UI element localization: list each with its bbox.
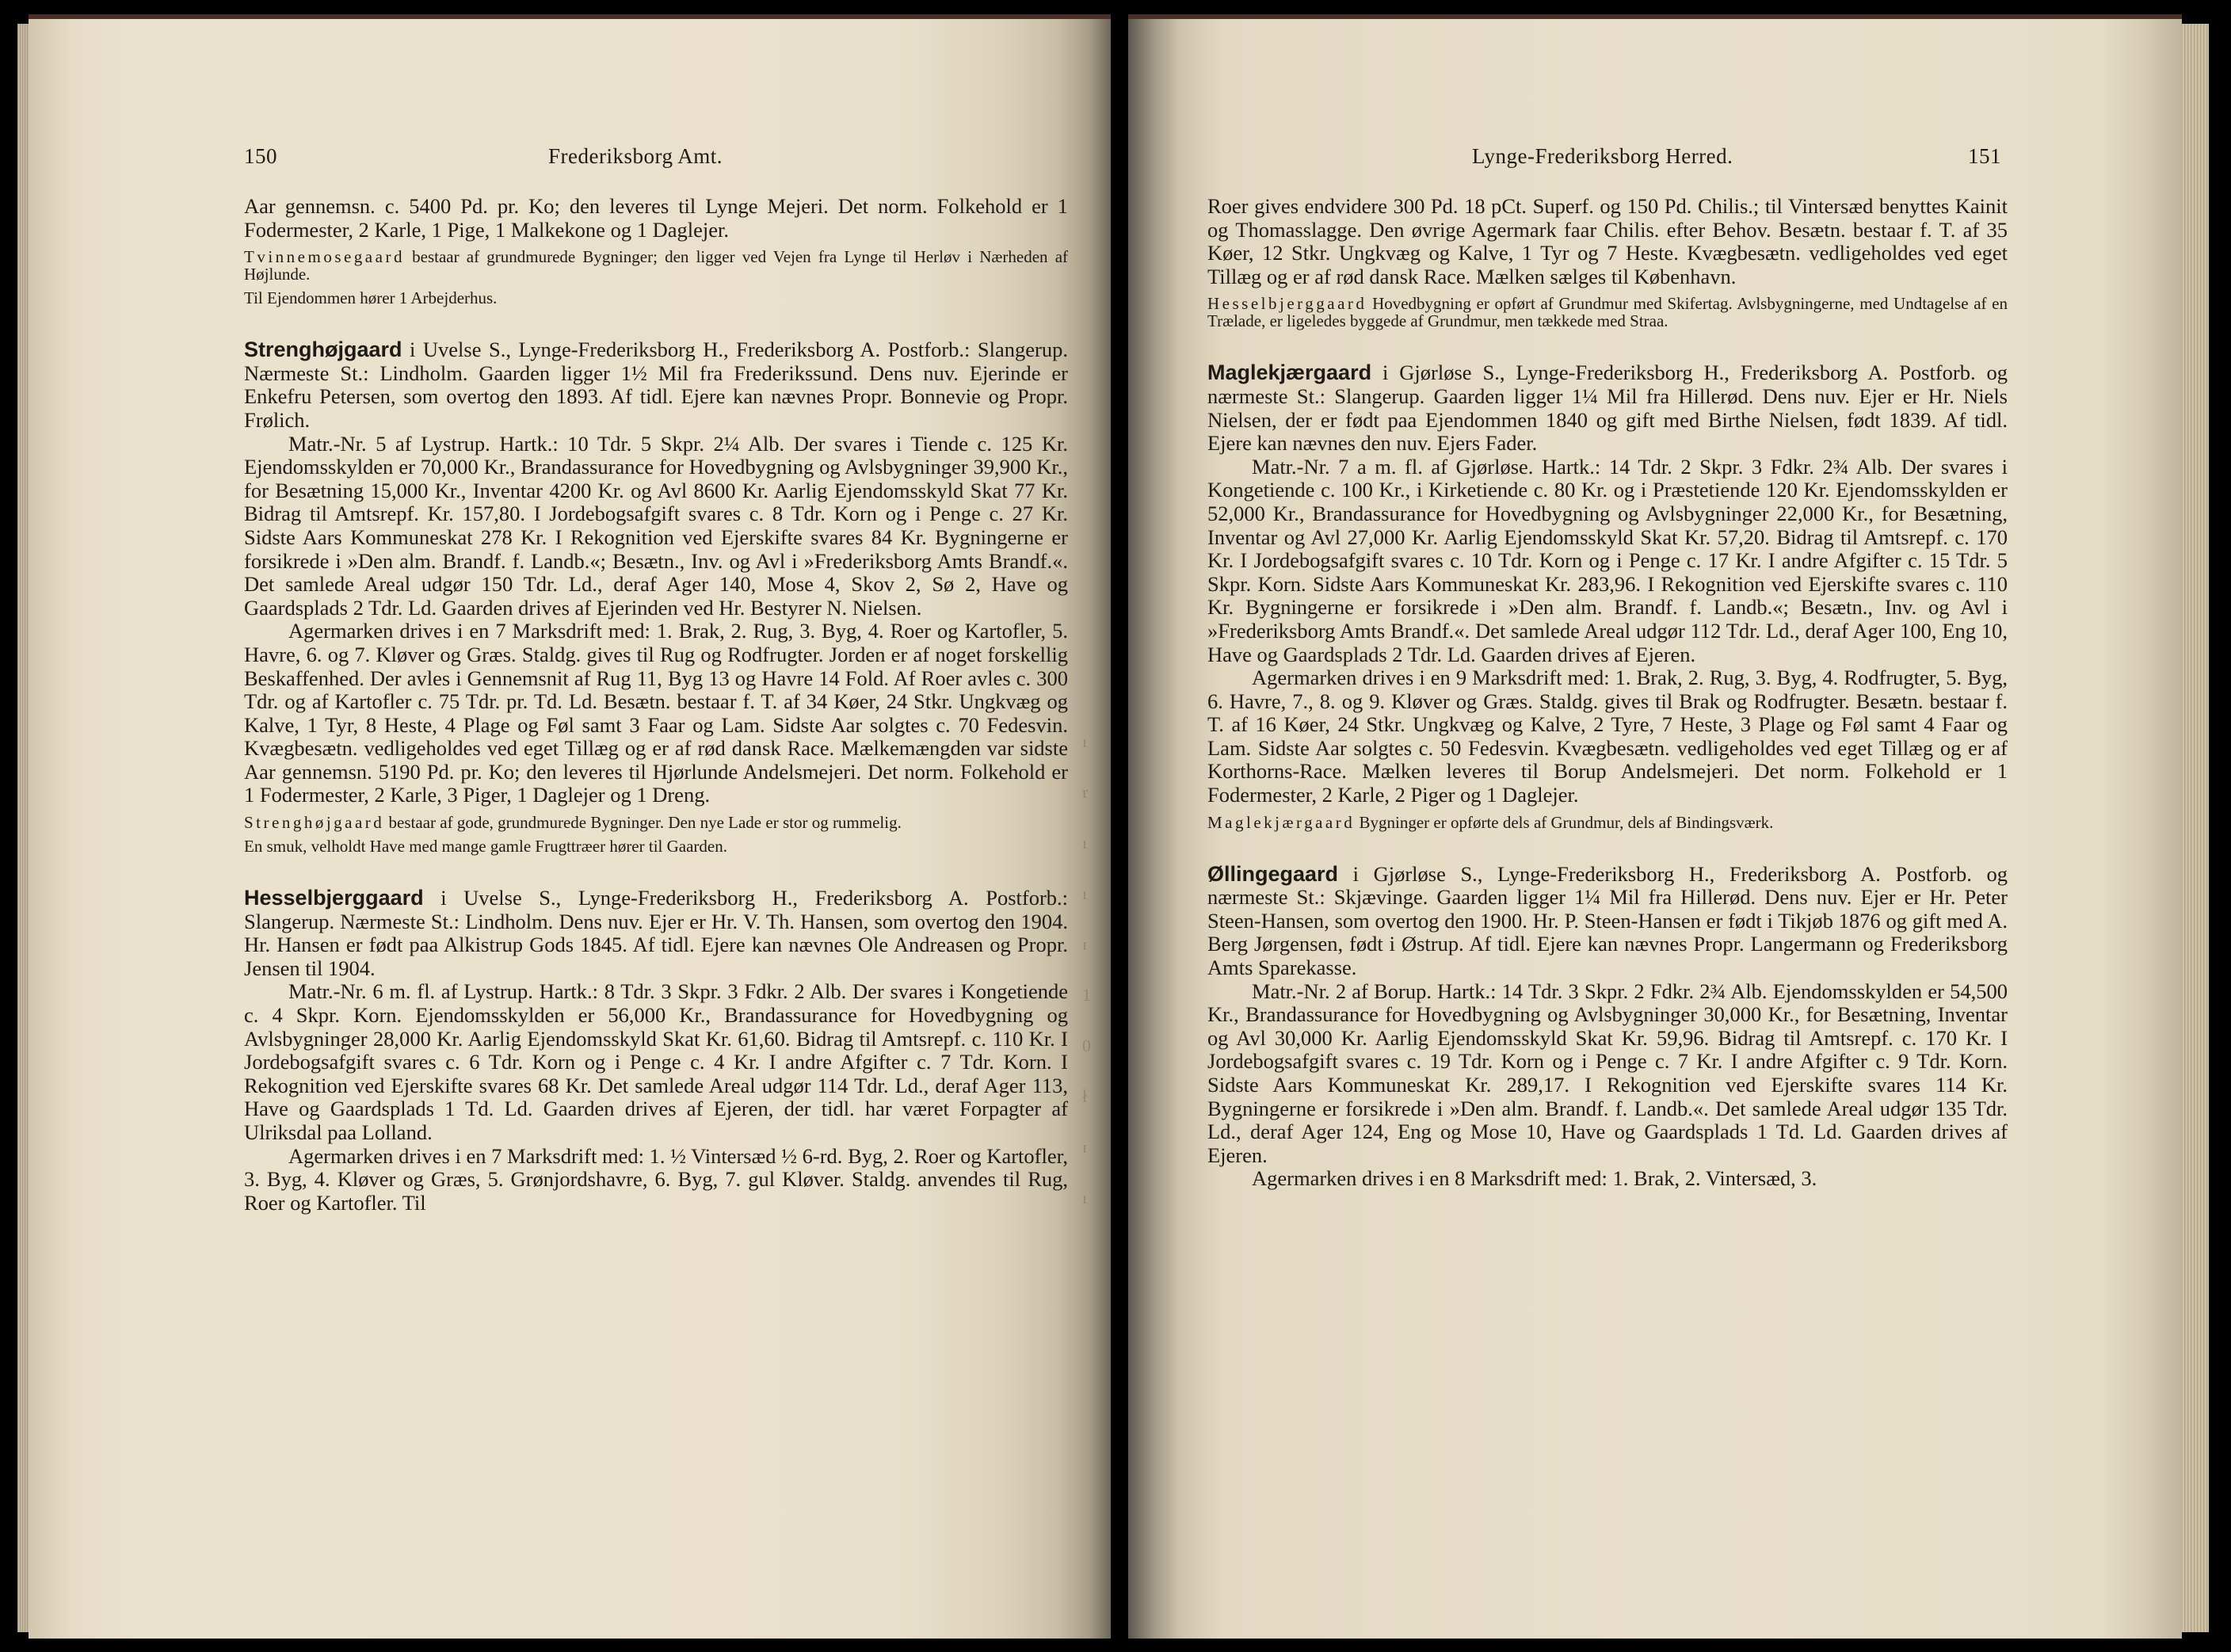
entry-body: i Uvelse S., Lynge-Frederiksborg H., Frederiksborg A. Postforb.: Slangerup. Nærmeste St.: Lindholm. Gaarden ligger 1½ Mil fra Frederikssund. Dens nuv. Ejerinde er Enkefru Petersen, som overtog den 1893. Af tidl. Ejere kan nævnes Propr. Bonnevie og Propr. Frølich. [244, 338, 1069, 432]
paragraph: Agermarken drives i en 7 Marksdrift med: 1. ½ Vintersæd ½ 6-rd. Byg, 2. Roer og Kartofler, 3. Byg, 4. Kløver og Græs, 5. Grønjordshavre, 6. Byg, 7. gul Kløver. Staldg. anvendes til Rug, Roer og Kartofler. Til [244, 1143, 1068, 1215]
entry-paragraph [244, 338, 1068, 432]
section-gap [244, 307, 1068, 338]
paragraph: Agermarken drives i en 9 Marksdrift med: 1. Brak, 2. Rug, 3. Byg, 4. Rodfrugter, 5. Byg, 6. Havre, 7., 8. og 9. Kløver og Græs. Staldg. gives til Brak og Rodfrugter. Besætn. bestaar f. T. af 16 Køer, 24 Stkr. Ungkvæg og Kalve, 2 Tyre, 7 Heste, 3 Plage og Føl samt 4 Faar og Lam. Sidste Aar solgtes c. 50 Fedesvin. Kvægbesætn. vedligeholdes ved eget Tillæg og er af Korthorns-Race. Mælken leveres til Borup Andelsmejeri. Det norm. Folkehold er 1 Fodermester, 2 Karle, 2 Piger og 1 Daglejer. [1207, 666, 2008, 807]
small-note [244, 289, 1068, 307]
paragraph: Matr.-Nr. 7 a m. fl. af Gjørløse. Hartk.: 14 Tdr. 2 Skpr. 3 Fdkr. 2¾ Alb. Der svares i Kongetiende c. 100 Kr., i Kirketiende c. 80 Kr. og i Præstetiende 120 Kr. Ejendomsskylden er 52,000 Kr., Brandassurance for Hovedbygning og Avlsbygninger 22,000 Kr., for Besætning, Inventar og Avl 27,000 Kr. Aarlig Ejendomsskyld Skat Kr. 57,20. Bidrag til Amtsrepf. c. 170 Kr. I Jordebogsafgift svares c. 10 Tdr. Korn og i Penge c. 17 Kr. I andre Afgifter c. 15 Tdr. 5 Skpr. Korn. Sidste Aars Kommuneskat Kr. 283,96. I Rekognition ved Ejerskifte svares c. 110 Kr. Bygningerne er forsikrede i »Den alm. Brandf. f. Landb.«; Besætn., Inv. og Avl i »Frederiksborg Amts Brandf.«. Det samlede Areal udgør 112 Tdr. Ld., deraf Ager 100, Eng 10, Have og Gaardsplads 2 Tdr. Ld. Gaarden drives af Ejeren. [1207, 454, 2008, 666]
entry-title: Hesselbjerggaard [244, 886, 424, 910]
note-text: Bygninger er opførte dels af Grundmur, dels af Bindingsværk. [1359, 812, 1774, 832]
right-page [1128, 14, 2182, 1639]
small-note [244, 814, 1068, 831]
small-note [1207, 814, 2008, 831]
page-number-right: 151 [1968, 144, 2001, 168]
paragraph: Matr.-Nr. 5 af Lystrup. Hartk.: 10 Tdr. 5 Skpr. 2¼ Alb. Der svares i Tiende c. 125 Kr. Ejendomsskylden er 70,000 Kr., Brandassurance for Hovedbygning og Avlsbygninger 39,900 Kr., for Besætning 15,000 Kr., Inventar 4200 Kr. og Avl 8600 Kr. Aarlig Ejendomsskyld Skat 77 Kr. Bidrag til Amtsrepf. Kr. 157,80. I Jordebogsafgift svares c. 8 Tdr. Korn og i Penge c. 27 Kr. Sidste Aars Kommuneskat 278 Kr. I Rekognition ved Ejerskifte svares 84 Kr. Bygningerne er forsikrede i »Den alm. Brandf. f. Landb.«; Besætn., Inv. og Avl i »Frederiksborg Amts Brandf.«. Det samlede Areal udgør 150 Tdr. Ld., deraf Ager 140, Mose 4, Skov 2, Sø 2, Have og Gaardsplads 2 Tdr. Ld. Gaarden drives af Ejerinden ved Hr. Bestyrer N. Nielsen. [244, 431, 1068, 620]
entry-body: i Gjørløse S., Lynge-Frederiksborg H., Frederiksborg A. Postforb. og nærmeste St.: Skjævinge. Gaarden ligger 1¼ Mil fra Hillerød. Dens nuv. Ejer er Hr. Peter Steen-Hansen, som overtog den 1900. Hr. P. Steen-Hansen er født i Tikjøb 1876 og gift med A. Berg Jørgensen, født i Østrup. Af tidl. Ejere kan nævnes Propr. Langermann og Frederiksborg Amts Sparekasse. [1207, 861, 2008, 980]
entry-title: Maglekjærgaard [1207, 361, 1372, 385]
running-header-right: Lynge-Frederiksborg Herred. [1472, 144, 1733, 168]
paragraph: Roer gives endvidere 300 Pd. 18 pCt. Superf. og 150 Pd. Chilis.; til Vintersæd benyttes Kainit og Thomasslagge. Den øvrige Agermark faar Chilis. efter Behov. Besætn. bestaar f. T. af 35 Køer, 12 Stkr. Ungkvæg og Kalve, 1 Tyr og 7 Heste. Kvægbesætn. vedligeholdes ved eget Tillæg og er af rød dansk Race. Mælken sælges til København. [1207, 194, 2008, 288]
note-text: En smuk, velholdt Have med mange gamle Frugttræer hører til Gaarden. [244, 837, 727, 857]
bleed-through-marks: ı r ı ı ɪ 1 0 ł ɪ ı [1082, 731, 1091, 1208]
note-lead: Maglekjærgaard [1207, 812, 1356, 832]
entry-title: Øllingegaard [1207, 861, 1339, 886]
note-lead: Tvinnemosegaard [244, 247, 405, 267]
entry-body: i Uvelse S., Lynge-Frederiksborg H., Frederiksborg A. Postforb.: Slangerup. Nærmeste St.: Lindholm. Dens nuv. Ejer er Hr. V. Th. Hansen, som overtog den 1904. Hr. Hansen er født paa Alkistrup Gods 1845. Af tidl. Ejere kan nævnes Ole Andreasen og Propr. Jensen til 1904. [244, 886, 1069, 980]
note-text: bestaar af gode, grundmurede Bygninger. Den nye Lade er stor og rummelig. [388, 813, 902, 833]
small-note [244, 837, 1068, 855]
entry-body: i Gjørløse S., Lynge-Frederiksborg H., Frederiksborg A. Postforb. og nærmeste St.: Slangerup. Gaarden ligger 1¼ Mil fra Hillerød. Dens nuv. Ejer er Hr. Niels Nielsen, der er født paa Ejendommen 1840 og gift med Birthe Nielsen, født 1839. Af tidl. Ejere kan nævnes den nuv. Ejers Fader. [1207, 361, 2008, 456]
paragraph: Agermarken drives i en 8 Marksdrift med: 1. Brak, 2. Vintersæd, 3. [1252, 1166, 1817, 1191]
text-column-left [244, 195, 1068, 1215]
paragraph: Matr.-Nr. 6 m. fl. af Lystrup. Hartk.: 8 Tdr. 3 Skpr. 3 Fdkr. 2 Alb. Der svares i Kongetiende c. 4 Skpr. Korn. Ejendomsskylden er 56,000 Kr., Brandassurance for Hovedbygning og Avlsbygninger 28,000 Kr. Aarlig Ejendomsskyld Skat Kr. 61,60. Bidrag til Amtsrepf. c. 110 Kr. I Jordebogsafgift svares c. 6 Tdr. Korn og i Penge c. 4 Kr. I andre Afgifter c. 7 Tdr. Korn. I Rekognition ved Ejerskifte svares 68 Kr. Det samlede Areal udgør 114 Tdr. Ld., deraf Ager 113, Have og Gaardsplads 1 Td. Ld. Gaarden drives af Ejeren, der tidl. har været Forpagter af Ulriksdal paa Lolland. [244, 979, 1068, 1144]
small-note [1207, 295, 2008, 330]
book-edge-right [2182, 24, 2209, 1632]
paragraph: Matr.-Nr. 2 af Borup. Hartk.: 14 Tdr. 3 Skpr. 2 Fdkr. 2¾ Alb. Ejendomsskylden er 54,500 Kr., Brandassurance for Hovedbygning og Avlsbygninger 30,000 Kr., for Besætning, Inventar og Avl 30,000 Kr. Aarlig Ejendomsskyld Skat Kr. 59,96. Bidrag til Amtsrepf. c. 170 Kr. I Jordebogsafgift svares c. 19 Tdr. Korn og i Penge c. 7 Kr. I andre Afgifter c. 9 Tdr. Korn. Sidste Aars Kommuneskat Kr. 289,17. I Rekognition ved Ejerskifte svares 114 Kr. Bygningerne er forsikrede i »Den alm. Brandf. f. Landb.«. Det samlede Areal udgør 135 Tdr. Ld., deraf Ager 124, Eng og Mose 10, Have og Gaardsplads 1 Td. Ld. Gaarden drives af Ejeren. [1207, 979, 2008, 1167]
entry-paragraph [1207, 863, 2008, 980]
section-gap [244, 855, 1068, 887]
section-gap [1207, 831, 2008, 863]
note-text: Til Ejendommen hører 1 Arbejderhus. [244, 288, 498, 308]
left-page [29, 14, 1111, 1639]
note-lead: Strenghøjgaard [244, 813, 385, 833]
entry-paragraph [1207, 361, 2008, 455]
note-lead: Hesselbjerggaard [1207, 294, 1367, 314]
note-text: bestaar af grundmurede Bygninger; den ligger ved Vejen fra Lynge til Herløv i Nærheden af Højlunde. [244, 247, 1069, 284]
paragraph: Aar gennemsn. c. 5400 Pd. pr. Ko; den leveres til Lynge Mejeri. Det norm. Folkehold er 1 Fodermester, 2 Karle, 1 Pige, 1 Malkekone og 1 Daglejer. [244, 194, 1068, 242]
page-number-left: 150 [244, 144, 277, 168]
entry-paragraph [244, 887, 1068, 980]
text-column-right [1207, 195, 2008, 1191]
entry-title: Strenghøjgaard [244, 338, 402, 362]
note-text: Hovedbygning er opført af Grundmur med Skifertag. Avlsbygningerne, med Undtagelse af en Trælade, er ligeledes byggede af Grundmur, men tækkede med Straa. [1207, 294, 2008, 331]
small-note [244, 248, 1068, 283]
paragraph: Agermarken drives i en 7 Marksdrift med: 1. Brak, 2. Rug, 3. Byg, 4. Roer og Kartofler, 5. Havre, 6. og 7. Kløver og Græs. Staldg. gives til Rug og Rodfrugter. Jorden er af noget forskellig Beskaffenhed. Der avles i Gennemsnit af Rug 11, Byg 13 og Havre 14 Fold. Af Roer avles c. 300 Tdr. og af Kartofler c. 75 Tdr. pr. Td. Ld. Besætn. bestaar f. T. af 34 Køer, 24 Stkr. Ungkvæg og Kalve, 1 Tyr, 8 Heste, 4 Plage og Føl samt 3 Faar og Lam. Sidste Aar solgtes c. 70 Fedesvin. Kvægbesætn. vedligeholdes ved eget Tillæg og er af rød dansk Race. Mælkemængden var sidste Aar gennemsn. 5190 Pd. pr. Ko; den leveres til Hjørlunde Andelsmejeri. Det norm. Folkehold er 1 Fodermester, 2 Karle, 3 Piger, 1 Daglejer og 1 Dreng. [244, 619, 1068, 807]
running-header-left: Frederiksborg Amt. [548, 144, 723, 168]
section-gap [1207, 330, 2008, 361]
